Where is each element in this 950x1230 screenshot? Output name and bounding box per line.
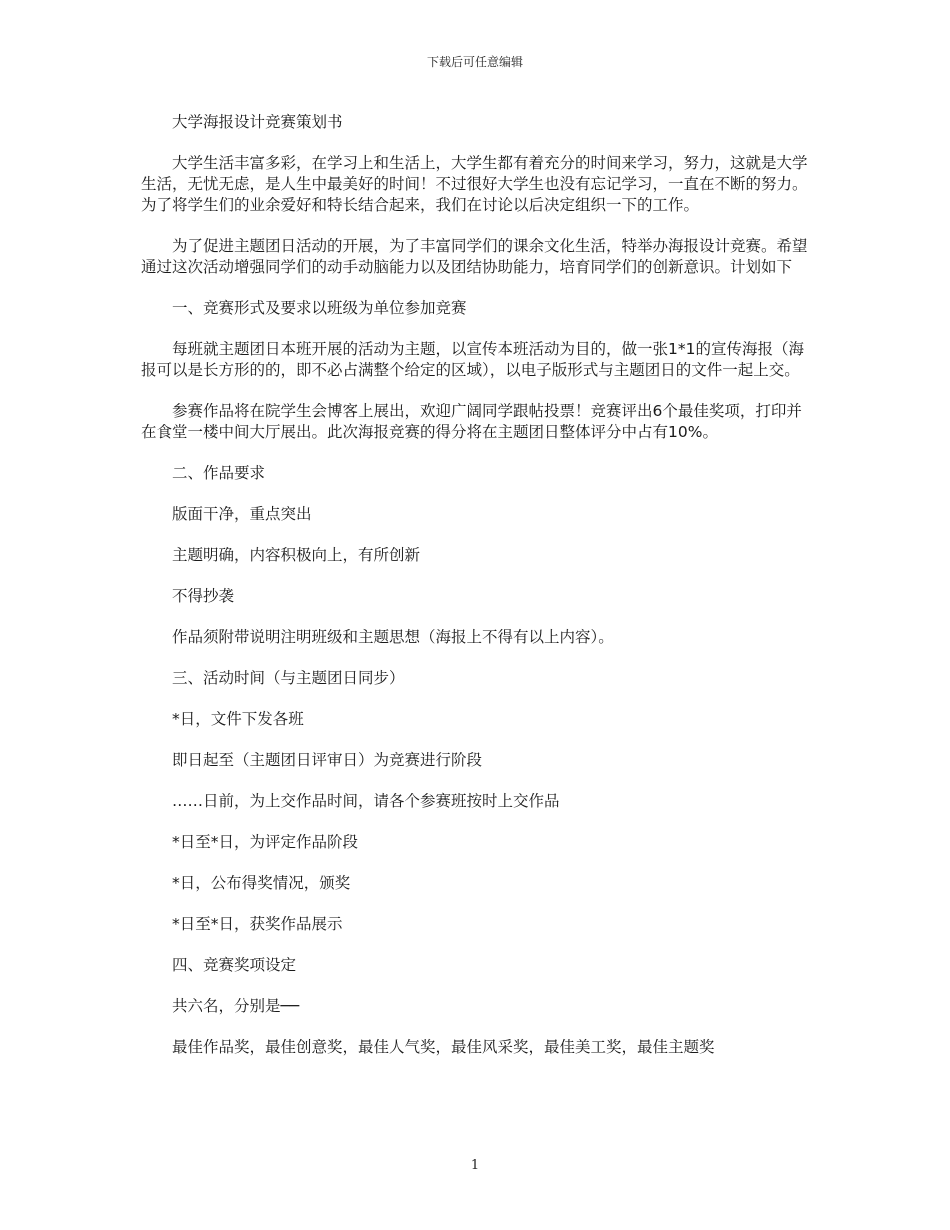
schedule-item: *日，文件下发各班 xyxy=(172,710,304,728)
paragraph-exhibition: 参赛作品将在院学生会博客上展出，欢迎广阔同学跟帖投票！竞赛评出6个最佳奖项，打印并在食堂一楼中间大厅展出。此次海报竞赛的得分将在主题团日整体评分中占有10%。 xyxy=(141,402,802,441)
requirement-item: 作品须附带说明注明班级和主题思想（海报上不得有以上内容）。 xyxy=(172,628,614,646)
paragraph-purpose: 为了促进主题团日活动的开展，为了丰富同学们的课余文化生活，特举办海报设计竞赛。希望通过这次活动增强同学们的动手动脑能力以及团结协助能力，培育同学们的创新意识。计划如下 xyxy=(141,237,808,276)
page-header: 下载后可任意编辑 xyxy=(426,55,523,69)
award-list: 最佳作品奖，最佳创意奖，最佳人气奖，最佳风采奖，最佳美工奖，最佳主题奖 xyxy=(172,1038,715,1056)
schedule-item: 即日起至（主题团日评审日）为竞赛进行阶段 xyxy=(172,751,483,769)
paragraph-intro: 大学生活丰富多彩，在学习上和生活上，大学生都有着充分的时间来学习，努力，这就是大学生活，无忧无虑，是人生中最美好的时间！不过很好大学生也没有忘记学习，一直在不断的努力。为了将学生们的业余爱好和特长结合起来，我们在讨论以后决定组织一下的工作。 xyxy=(141,154,808,214)
section-heading-3: 三、活动时间（与主题团日同步） xyxy=(172,669,405,687)
schedule-item: *日至*日，为评定作品阶段 xyxy=(172,833,359,851)
document-body xyxy=(141,112,809,1058)
schedule-item: *日至*日，获奖作品展示 xyxy=(172,915,343,933)
requirement-item: 版面干净，重点突出 xyxy=(172,505,312,523)
section-heading-2: 二、作品要求 xyxy=(172,464,266,482)
paragraph-format: 每班就主题团日本班开展的活动为主题，以宣传本班活动为目的，做一张1*1的宣传海报（海报可以是长方形的的，即不必占满整个给定的区域），以电子版形式与主题团日的文件一起上交。 xyxy=(141,340,804,379)
requirement-item: 主题明确，内容积极向上，有所创新 xyxy=(172,546,421,564)
section-heading-4: 四、竞赛奖项设定 xyxy=(172,956,297,974)
schedule-item: *日，公布得奖情况，颁奖 xyxy=(172,874,351,892)
schedule-item: ……日前，为上交作品时间，请各个参赛班按时上交作品 xyxy=(172,792,560,810)
award-count: 共六名，分别是── xyxy=(172,997,300,1015)
requirement-item: 不得抄袭 xyxy=(172,587,235,605)
document-title: 大学海报设计竞赛策划书 xyxy=(172,113,343,131)
page-number: 1 xyxy=(470,1158,480,1173)
section-heading-1: 一、竞赛形式及要求以班级为单位参加竞赛 xyxy=(172,299,467,317)
